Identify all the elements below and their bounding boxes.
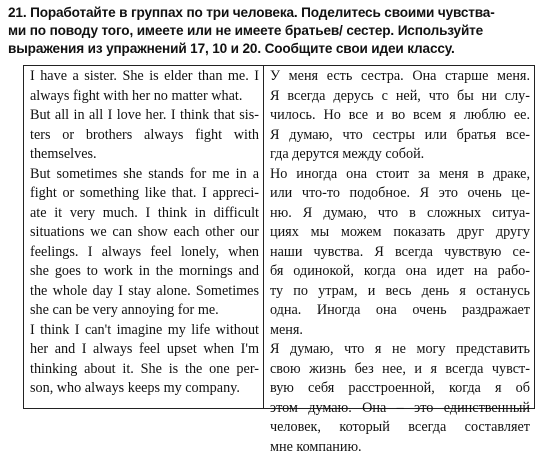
russian-line: бя одинокой, когда она идет на рабо- [270, 262, 530, 282]
russian-line: одна. Иногда она очень раздражает [270, 301, 530, 321]
russian-line: Но иногда она стоит за меня в драке, [270, 165, 530, 185]
russian-line: гда дерутся между собой. [270, 145, 530, 165]
russian-line: Я думаю, что сестры или братья все- [270, 126, 530, 146]
exercise-instruction [8, 4, 544, 58]
russian-line: человек, который всегда составляет [270, 418, 530, 438]
english-line: son, who always keeps my company. [30, 379, 259, 399]
russian-line: свою жизнь без нее, и я всегда чувст- [270, 360, 530, 380]
russian-line: наши чувства. Я всегда чувствую се- [270, 243, 530, 263]
english-line: I think I can't imagine my life without [30, 321, 259, 341]
russian-line: Я всегда дерусь с ней, что бы ни слу- [270, 87, 530, 107]
russian-line: чилось. Но все и во всем я люблю ее. [270, 106, 530, 126]
english-line: always fight with her no matter what. [30, 87, 259, 107]
english-line: But sometimes she stands for me in a [30, 165, 259, 185]
english-line: fight or something like that. I appreci- [30, 184, 259, 204]
english-line: themselves. [30, 145, 259, 165]
russian-line: меня. [270, 321, 530, 341]
english-text-column [24, 66, 264, 408]
english-line: thinking about it. She is the one per- [30, 360, 259, 380]
russian-line: ту по утрам, и весь день я останусь [270, 282, 530, 302]
english-line: she can be very annoying for me. [30, 301, 259, 321]
russian-line: вую себя расстроенной, когда я об [270, 379, 530, 399]
english-line: I have a sister. She is elder than me. I [30, 67, 259, 87]
russian-text-column [264, 66, 534, 408]
english-line: situations we can show each other our [30, 223, 259, 243]
russian-line: циях мы можем показать друг другу [270, 223, 530, 243]
russian-line: Я думаю, что я не могу представить [270, 340, 530, 360]
bilingual-text-table [23, 65, 535, 409]
english-line: her and I always feel upset when I'm [30, 340, 259, 360]
russian-line: ню. Я думаю, что в сложных ситуа- [270, 204, 530, 224]
russian-line: этом думаю. Она – это единственный [270, 399, 530, 419]
english-line: she goes to work in the mornings and [30, 262, 259, 282]
russian-line: мне компанию. [270, 438, 530, 457]
instruction-line-3: выражения из упражнений 17, 10 и 20. Сообщите свои идеи классу. [8, 40, 544, 58]
english-line: the whole day I stay alone. Sometimes [30, 282, 259, 302]
english-line: ate it very much. I think in difficult [30, 204, 259, 224]
english-line: feelings. I always feel lonely, when [30, 243, 259, 263]
instruction-line-2: ми по поводу того, имеете или не имеете братьев/ сестер. Используйте [8, 22, 544, 40]
english-line: ters or brothers always fight with [30, 126, 259, 146]
russian-line: или что-то подобное. Я это очень це- [270, 184, 530, 204]
instruction-line-1: 21. Поработайте в группах по три человека. Поделитесь своими чувства- [8, 4, 544, 22]
russian-line: У меня есть сестра. Она старше меня. [270, 67, 530, 87]
english-line: But all in all I love her. I think that sis- [30, 106, 259, 126]
